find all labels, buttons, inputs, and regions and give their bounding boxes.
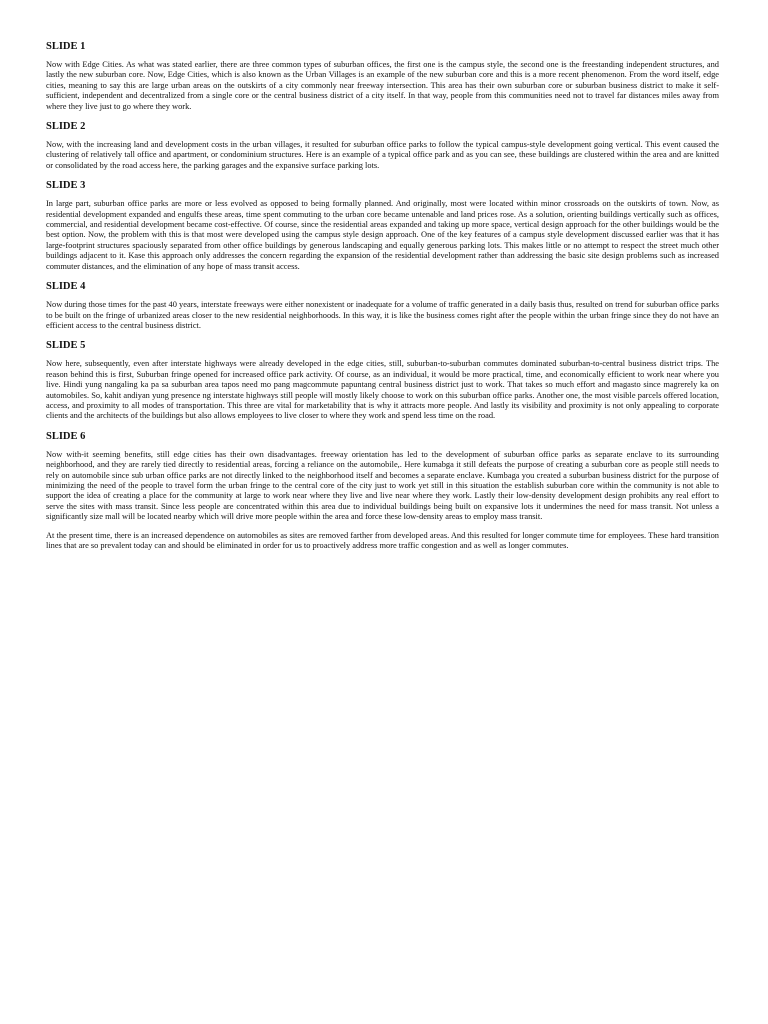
slide-paragraph: Now, with the increasing land and development costs in the urban villages, it resulted for suburban office parks to follow the typical campus-style development going vertical. This event caused the clustering of relatively tall office and apartment, or condominium structures. Here is an example of a typical office park and as you can see, these buildings are clustered within the area and are knitted or consolidated by the road access here, the parking garages and the expansive surface parking lots. [46,140,719,170]
slide-paragraph: In large part, suburban office parks are more or less evolved as opposed to being formally planned. And originally, most were located within minor crossroads on the outskirts of town. Now, as residential development expanded and engulfs these areas, time spent commuting to the urban core became untenable and land prices rose. As a solution, orienting buildings vertically such as offices, commercial, and residential development became cost-effective. Of course, since the residential areas expanded and taking up more space, vertical design approach for the other buildings would be the best option. Now, the problem with this is that most were developed using the campus style design approach. One of the key features of a campus style development discussed earlier was that it has large-footprint structures spaciously separated from other office buildings by generous landscaping and equally generous parking lots. This makes little or no attempt to respect the street much other buildings adjacent to it. Kase this approach only addresses the concern regarding the expansion of the residential development rather than addressing the basic site design problems such as increased commuter distances, and the elimination of any hope of mass transit access. [46,199,719,271]
slide-paragraph: Now during those times for the past 40 years, interstate freeways were either nonexistent or inadequate for a volume of traffic generated in a daily basis thus, resulted on trend for suburban office parks to be built on the fringe of urbanized areas closer to the new residential neighborhoods. In this way, it is like the business comes right after the people within the urban fringe since they do not have an efficient access to the central business district. [46,300,719,330]
slide-paragraph: Now with Edge Cities. As what was stated earlier, there are three common types of suburban offices, the first one is the campus style, the second one is the freestanding independent structures, and lastly the new suburban core. Now, Edge Cities, which is also known as the Urban Villages is an example of the new suburban core and this is a more recent phenomenon. From the word itself, edge cities, meaning to say this are large urban areas on the outskirts of a city commonly near freeway intersection. This area has their own suburban core or suburban business district to make it self-sufficient, independent and decentralized from a single core or the central business district of a city itself. In that way, people from this communities need not to travel far distances miles away from where they live just to go where they work. [46,60,719,111]
slide-paragraph: Now with-it seeming benefits, still edge cities has their own disadvantages. freeway orientation has led to the development of suburban office parks as separate enclave to its surrounding neighborhood, and they are rarely tied directly to residential areas, forcing a reliance on the automobile,. Here kumabga it still defeats the purpose of creating a suburban core as people still needs to rely on automobile since sub urban office parks are not directly linked to the neighborhood itself and becomes a separate enclave. Kumbaga you created a suburban business district for the purpose of minimizing the need of the people to travel form the urban fringe to the central core of the city just to work yet still in this situation the establish suburban core within the community is not able to support the idea of creating a place for the community at large to work near where they live and live near where they work. Lastly their low-density development design prohibits any real effort to serve the sites with mass transit. Since less people are concentrated within this area due to individual buildings being built on expansive lots it undermines the need for mass transit. Not unless a significantly size mall will be located nearby which will drive more people within the area and force these low-density areas to employ mass transit. [46,449,719,522]
slide-section-6 [46,430,719,552]
slide-heading: SLIDE 5 [46,340,86,352]
slide-paragraph: Now here, subsequently, even after interstate highways were already developed in the edge cities, still, suburban-to-suburban commutes dominated suburban-to-central business district trips. The reason behind this is first, Suburban fringe opened for increased office park activity. Of course, as an individual, it would be more practical, time, and economically efficient to work near where you live. Hindi yung nangaling ka pa sa suburban area tapos need mo pang magcommute papuntang central business district just to work. That takes so much effort and magasto since magrerely ka on automobiles. So, kahit andiyan yung presence ng interstate highways still people will mostly likely choose to work on this suburban office parks. Another one, the most visible parcels offered location, access, and proximity to all modes of transportation. This three are vital for marketability that is why it attracts more people. And lastly its visibility and proximity is not only appealing to corporate clients and the architects of the buildings but also allows employees to live closer to where they work and spend less time on the road. [46,359,719,421]
slide-section-2 [46,120,719,171]
closing-paragraph: At the present time, there is an increased dependence on automobiles as sites are removed farther from developed areas. And this resulted for longer commute time for employees. These hard transition lines that are so prevalent today can and should be eliminated in order for us to proactively address more traffic congestion and as well as longer commutes. [46,530,719,550]
slide-section-5 [46,339,719,421]
slide-heading: SLIDE 4 [46,281,86,293]
slide-section-4 [46,280,719,331]
slide-heading: SLIDE 1 [46,41,86,52]
slide-section-3 [46,179,719,272]
slide-heading: SLIDE 6 [46,430,86,442]
slide-heading: SLIDE 2 [46,121,86,133]
slide-heading: SLIDE 3 [46,180,86,192]
document-page [46,40,719,559]
slide-section-1 [46,40,719,112]
